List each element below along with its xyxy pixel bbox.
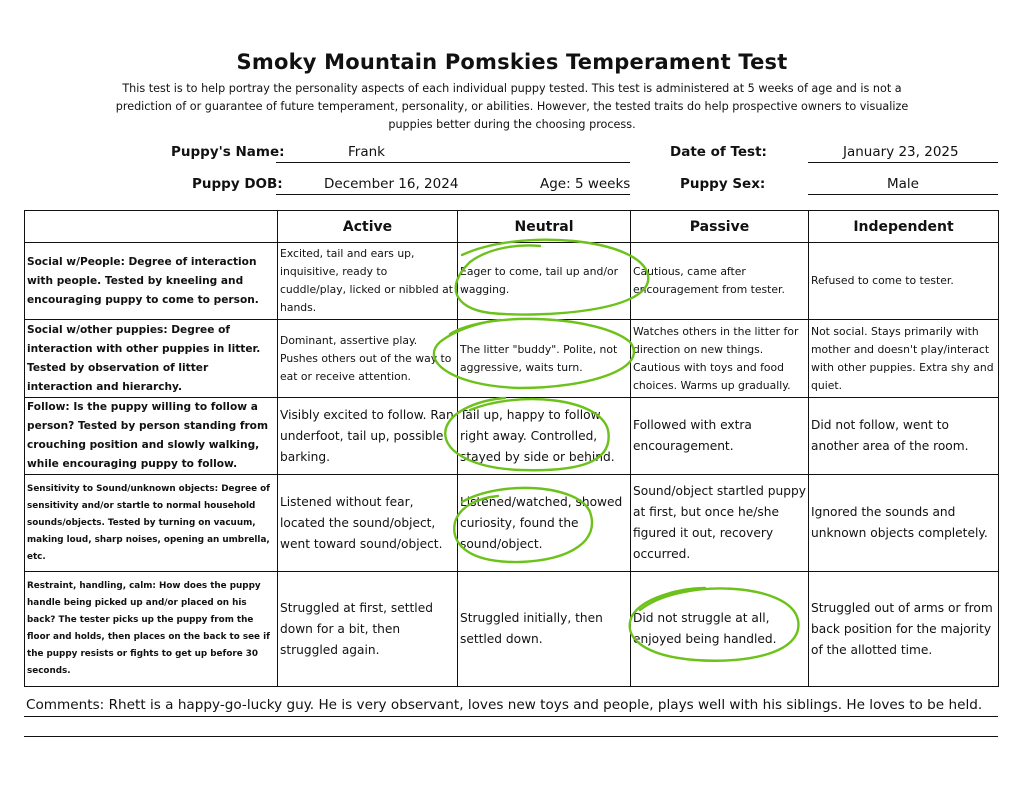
- date-of-test-label: Date of Test:: [670, 144, 767, 160]
- puppy-name-label: Puppy's Name:: [171, 144, 285, 160]
- row-category-restraint: Restraint, handling, calm: How does the puppy handle being picked up and/or placed on his back? The tester picks up the puppy from the floor and holds, then places on the back to see if the puppy resists or fights to get up before 30 seconds.: [25, 572, 278, 687]
- row-category-follow: Follow: Is the puppy willing to follow a person? Tested by person standing from crouching position and slowly walking, while encouraging puppy to follow.: [25, 398, 278, 475]
- cell-neutral: Struggled initially, then settled down.: [458, 572, 631, 687]
- column-header-active: Active: [278, 211, 458, 243]
- page-title: Smoky Mountain Pomskies Temperament Test: [236, 50, 788, 74]
- cell-independent: Not social. Stays primarily with mother and doesn't play/interact with other puppies. Extra shy and quiet.: [809, 320, 999, 398]
- column-header-neutral: Neutral: [458, 211, 631, 243]
- table-row: [25, 475, 999, 572]
- cell-active: Visibly excited to follow. Ran underfoot, tail up, possible barking.: [278, 398, 458, 475]
- cell-active: Struggled at first, settled down for a bit, then struggled again.: [278, 572, 458, 687]
- comments-text: Comments: Rhett is a happy-go-lucky guy. He is very observant, loves new toys and people, plays well with his siblings. He loves to be held.: [26, 697, 983, 713]
- cell-active: Dominant, assertive play. Pushes others out of the way to eat or receive attention.: [278, 320, 458, 398]
- cell-passive: Sound/object startled puppy at first, but once he/she figured it out, recovery occurred.: [631, 475, 809, 572]
- cell-independent: Refused to come to tester.: [809, 243, 999, 320]
- row-category-social-people: Social w/People: Degree of interaction with people. Tested by kneeling and encouraging puppy to come to person.: [25, 243, 278, 320]
- cell-neutral: Listened/watched, showed curiosity, found the sound/object.: [458, 475, 631, 572]
- table-header-row: [25, 211, 999, 243]
- cell-active: Excited, tail and ears up, inquisitive, ready to cuddle/play, licked or nibbled at hands.: [278, 243, 458, 320]
- date-of-test-line: [808, 162, 998, 163]
- table-row: [25, 398, 999, 475]
- cell-neutral: Tail up, happy to follow right away. Controlled, stayed by side or behind.: [458, 398, 631, 475]
- cell-neutral: The litter "buddy". Polite, not aggressive, waits turn.: [458, 320, 631, 398]
- table-row: [25, 572, 999, 687]
- row-category-sensitivity: Sensitivity to Sound/unknown objects: Degree of sensitivity and/or startle to normal household sounds/objects. Tested by turning on vacuum, making loud, sharp noises, opening an umbrella, etc.: [25, 475, 278, 572]
- column-header-passive: Passive: [631, 211, 809, 243]
- temperament-table: [24, 210, 999, 687]
- row-category-social-puppies: Social w/other puppies: Degree of interaction with other puppies in litter. Tested by observation of litter interaction and hierarchy.: [25, 320, 278, 398]
- cell-independent: Struggled out of arms or from back position for the majority of the allotted time.: [809, 572, 999, 687]
- table-row: [25, 320, 999, 398]
- cell-neutral: Eager to come, tail up and/or wagging.: [458, 243, 631, 320]
- cell-active: Listened without fear, located the sound/object, went toward sound/object.: [278, 475, 458, 572]
- puppy-dob-label: Puppy DOB:: [192, 176, 283, 192]
- puppy-sex-value: Male: [887, 176, 919, 192]
- puppy-sex-label: Puppy Sex:: [680, 176, 766, 192]
- puppy-dob-line: [276, 194, 630, 195]
- comments-line-2: [24, 736, 998, 737]
- intro-text: This test is to help portray the personality aspects of each individual puppy tested. This test is administered at 5 weeks of age and is not a prediction of or guarantee of future temperament, personality, or abilities. However, the tested traits do help prospective owners to visualize puppies better during the choosing process.: [115, 82, 909, 131]
- cell-passive: Cautious, came after encouragement from tester.: [631, 243, 809, 320]
- comments-line-1: [24, 716, 998, 717]
- cell-passive: Followed with extra encouragement.: [631, 398, 809, 475]
- puppy-name-line: [276, 162, 630, 163]
- cell-passive: Watches others in the litter for direction on new things. Cautious with toys and food choices. Warms up gradually.: [631, 320, 809, 398]
- puppy-dob-value: December 16, 2024: [324, 176, 459, 192]
- column-header-independent: Independent: [809, 211, 999, 243]
- puppy-sex-line: [808, 194, 998, 195]
- table-row: [25, 243, 999, 320]
- cell-independent: Ignored the sounds and unknown objects completely.: [809, 475, 999, 572]
- puppy-name-value: Frank: [348, 144, 385, 160]
- header-blank: [25, 211, 278, 243]
- puppy-age-value: Age: 5 weeks: [540, 176, 631, 192]
- cell-passive: Did not struggle at all, enjoyed being handled.: [631, 572, 809, 687]
- date-of-test-value: January 23, 2025: [843, 144, 959, 160]
- cell-independent: Did not follow, went to another area of the room.: [809, 398, 999, 475]
